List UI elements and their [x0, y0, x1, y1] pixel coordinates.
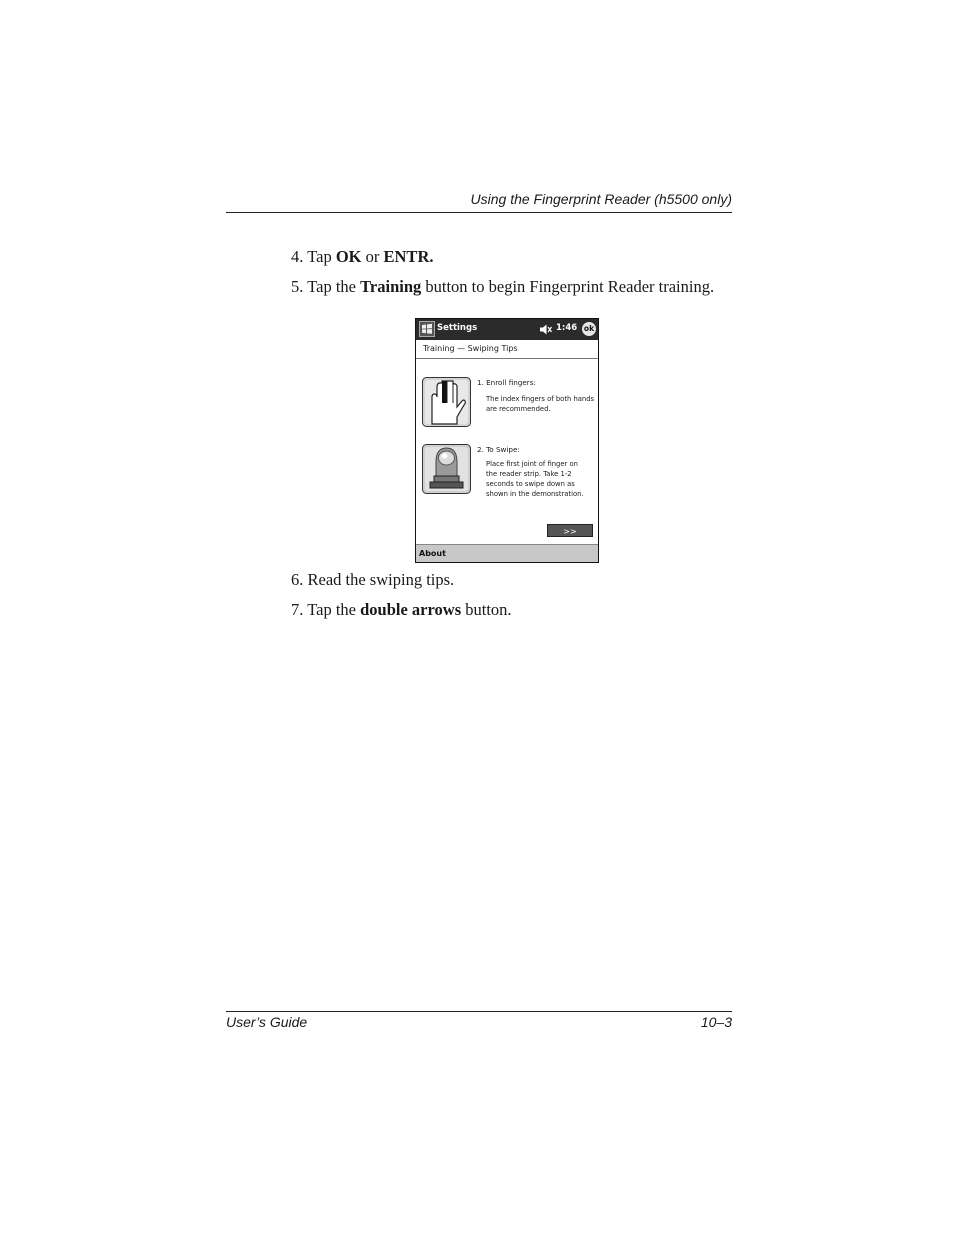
- step-text: Read the swiping tips.: [307, 570, 455, 589]
- header-rule: [226, 212, 732, 213]
- step-emphasis: double arrows: [360, 600, 462, 619]
- about-tab[interactable]: About: [419, 549, 446, 558]
- hand-icon: [422, 377, 471, 427]
- double-arrows-button[interactable]: >>: [547, 524, 593, 537]
- step-text: button to begin Fingerprint Reader training.: [421, 277, 715, 296]
- step-text: or: [361, 247, 384, 266]
- step-text: Tap: [307, 247, 336, 266]
- clock[interactable]: 1:46: [556, 323, 578, 333]
- page-number: 10–3: [700, 1014, 732, 1030]
- step-emphasis: Training: [360, 277, 422, 296]
- step-6: [291, 570, 454, 590]
- footer-rule: [226, 1011, 732, 1012]
- tip-1-title: 1. Enroll fingers:: [477, 378, 536, 387]
- footer-guide-title: User’s Guide: [226, 1014, 308, 1030]
- step-number: 5.: [291, 277, 304, 296]
- step-text: Tap the: [307, 600, 361, 619]
- running-header: Using the Fingerprint Reader (h5500 only): [470, 191, 732, 207]
- step-number: 7.: [291, 600, 304, 619]
- tip-2-title: 2. To Swipe:: [477, 445, 520, 454]
- step-4: [291, 247, 433, 267]
- tip-1-body: The index fingers of both hands are recommended.: [486, 395, 595, 413]
- pocket-pc-screenshot: [415, 318, 599, 563]
- step-5: [291, 277, 714, 297]
- title-bar: [416, 319, 598, 340]
- fingerprint-reader-icon: [422, 444, 471, 494]
- step-number: 6.: [291, 570, 304, 589]
- step-text: Tap the: [307, 277, 361, 296]
- ok-button[interactable]: ok: [582, 322, 596, 336]
- step-emphasis: ENTR.: [383, 247, 434, 266]
- page-heading: Training — Swiping Tips: [423, 344, 518, 353]
- step-emphasis: OK: [335, 247, 362, 266]
- speaker-icon[interactable]: [540, 324, 552, 335]
- windows-start-icon[interactable]: [419, 321, 435, 337]
- heading-divider: [416, 358, 598, 359]
- tip-2-body: Place first joint of finger on the reader strip. Take 1-2 seconds to swipe down as shown in the demonstration.: [486, 460, 584, 498]
- step-number: 4.: [291, 247, 304, 266]
- app-title: Settings: [437, 323, 478, 333]
- command-bar: [416, 544, 598, 563]
- step-7: [291, 600, 512, 620]
- step-text: button.: [461, 600, 512, 619]
